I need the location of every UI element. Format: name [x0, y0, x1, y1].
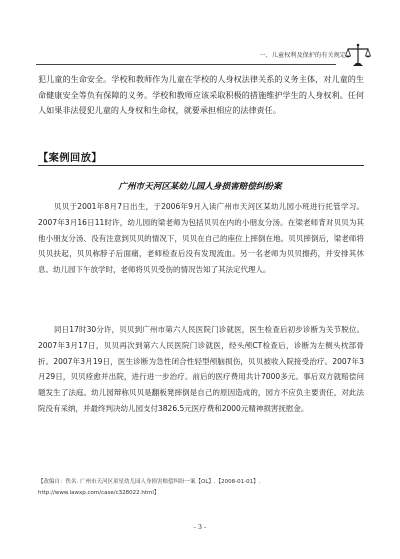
page-number: - 3 - — [193, 523, 207, 531]
header-rule — [36, 64, 336, 65]
section-heading: 【案例回放】 — [38, 153, 103, 164]
case-paragraph-2: 同日17时30分许，贝贝到广州市第六人民医院门诊就医，医生检查后初步诊断为关节脱位。2007年3月17日，贝贝再次到第六人民医院门诊就医，经头颅CT检查后，诊断为左侧头枕部骨折。2007年3月19日，医生诊断为急性闭合性轻型颅脑损伤，贝贝被收入院接受治疗。2007年3月29日，贝贝痊愈并出院，进行进一步治疗。前后的医疗费用共计7000多元。事后双方就赔偿问题发生了法庭。幼儿园辩称贝贝是翻板凳摔倒是自己的原因造成的，园方不应负主要责任，对此法院没有采纳，并最终判决幼儿园支付3826.5元医疗费和2000元精神损害抚慰金。 — [38, 325, 364, 413]
case-paragraph-1: 贝贝于2001年8月7日出生，于2006年9月入读广州市天河区某幼儿园小班进行托管学习。2007年3月16日11时许，幼儿园的梁老师为包括贝贝在内的小朋友分汤。在梁老师背对贝贝为其他小朋友分汤、没有注意到贝贝的情况下，贝贝在自己的座位上摔倒在地。贝贝摔倒后，梁老师将贝贝扶起，贝贝称脖子后面痛，老师检查后没有发现流血。另一名老师为贝贝擦药，并安排其休息。幼儿园下午放学时，老师将贝贝受伤的情况告知了其法定代理人。 — [38, 202, 364, 275]
scales-of-justice-icon — [345, 42, 371, 68]
case-title: 广州市天河区某幼儿园人身损害赔偿纠纷案 — [118, 182, 282, 192]
source-citation: 【改编自：佚名. 广州市天河区童星幼儿园人身损害赔偿纠纷一案【OL】.【2008-01-01】. http://www.lawxp.com/case/c328022.html】 — [38, 479, 261, 496]
section-rule — [38, 165, 364, 166]
running-header-title: 一、儿童权利及保护的有关规定 — [259, 52, 346, 59]
intro-paragraph: 犯儿童的生命安全。学校和教师作为儿童在学校的人身权法律关系的义务主体，对儿童的生命健康安全等负有保障的义务。学校和教师应该采取积极的措施维护学生的人身权利。任何人如果非法侵犯儿童的人身权和生命权，就要承担相应的法律责任。 — [38, 74, 364, 116]
